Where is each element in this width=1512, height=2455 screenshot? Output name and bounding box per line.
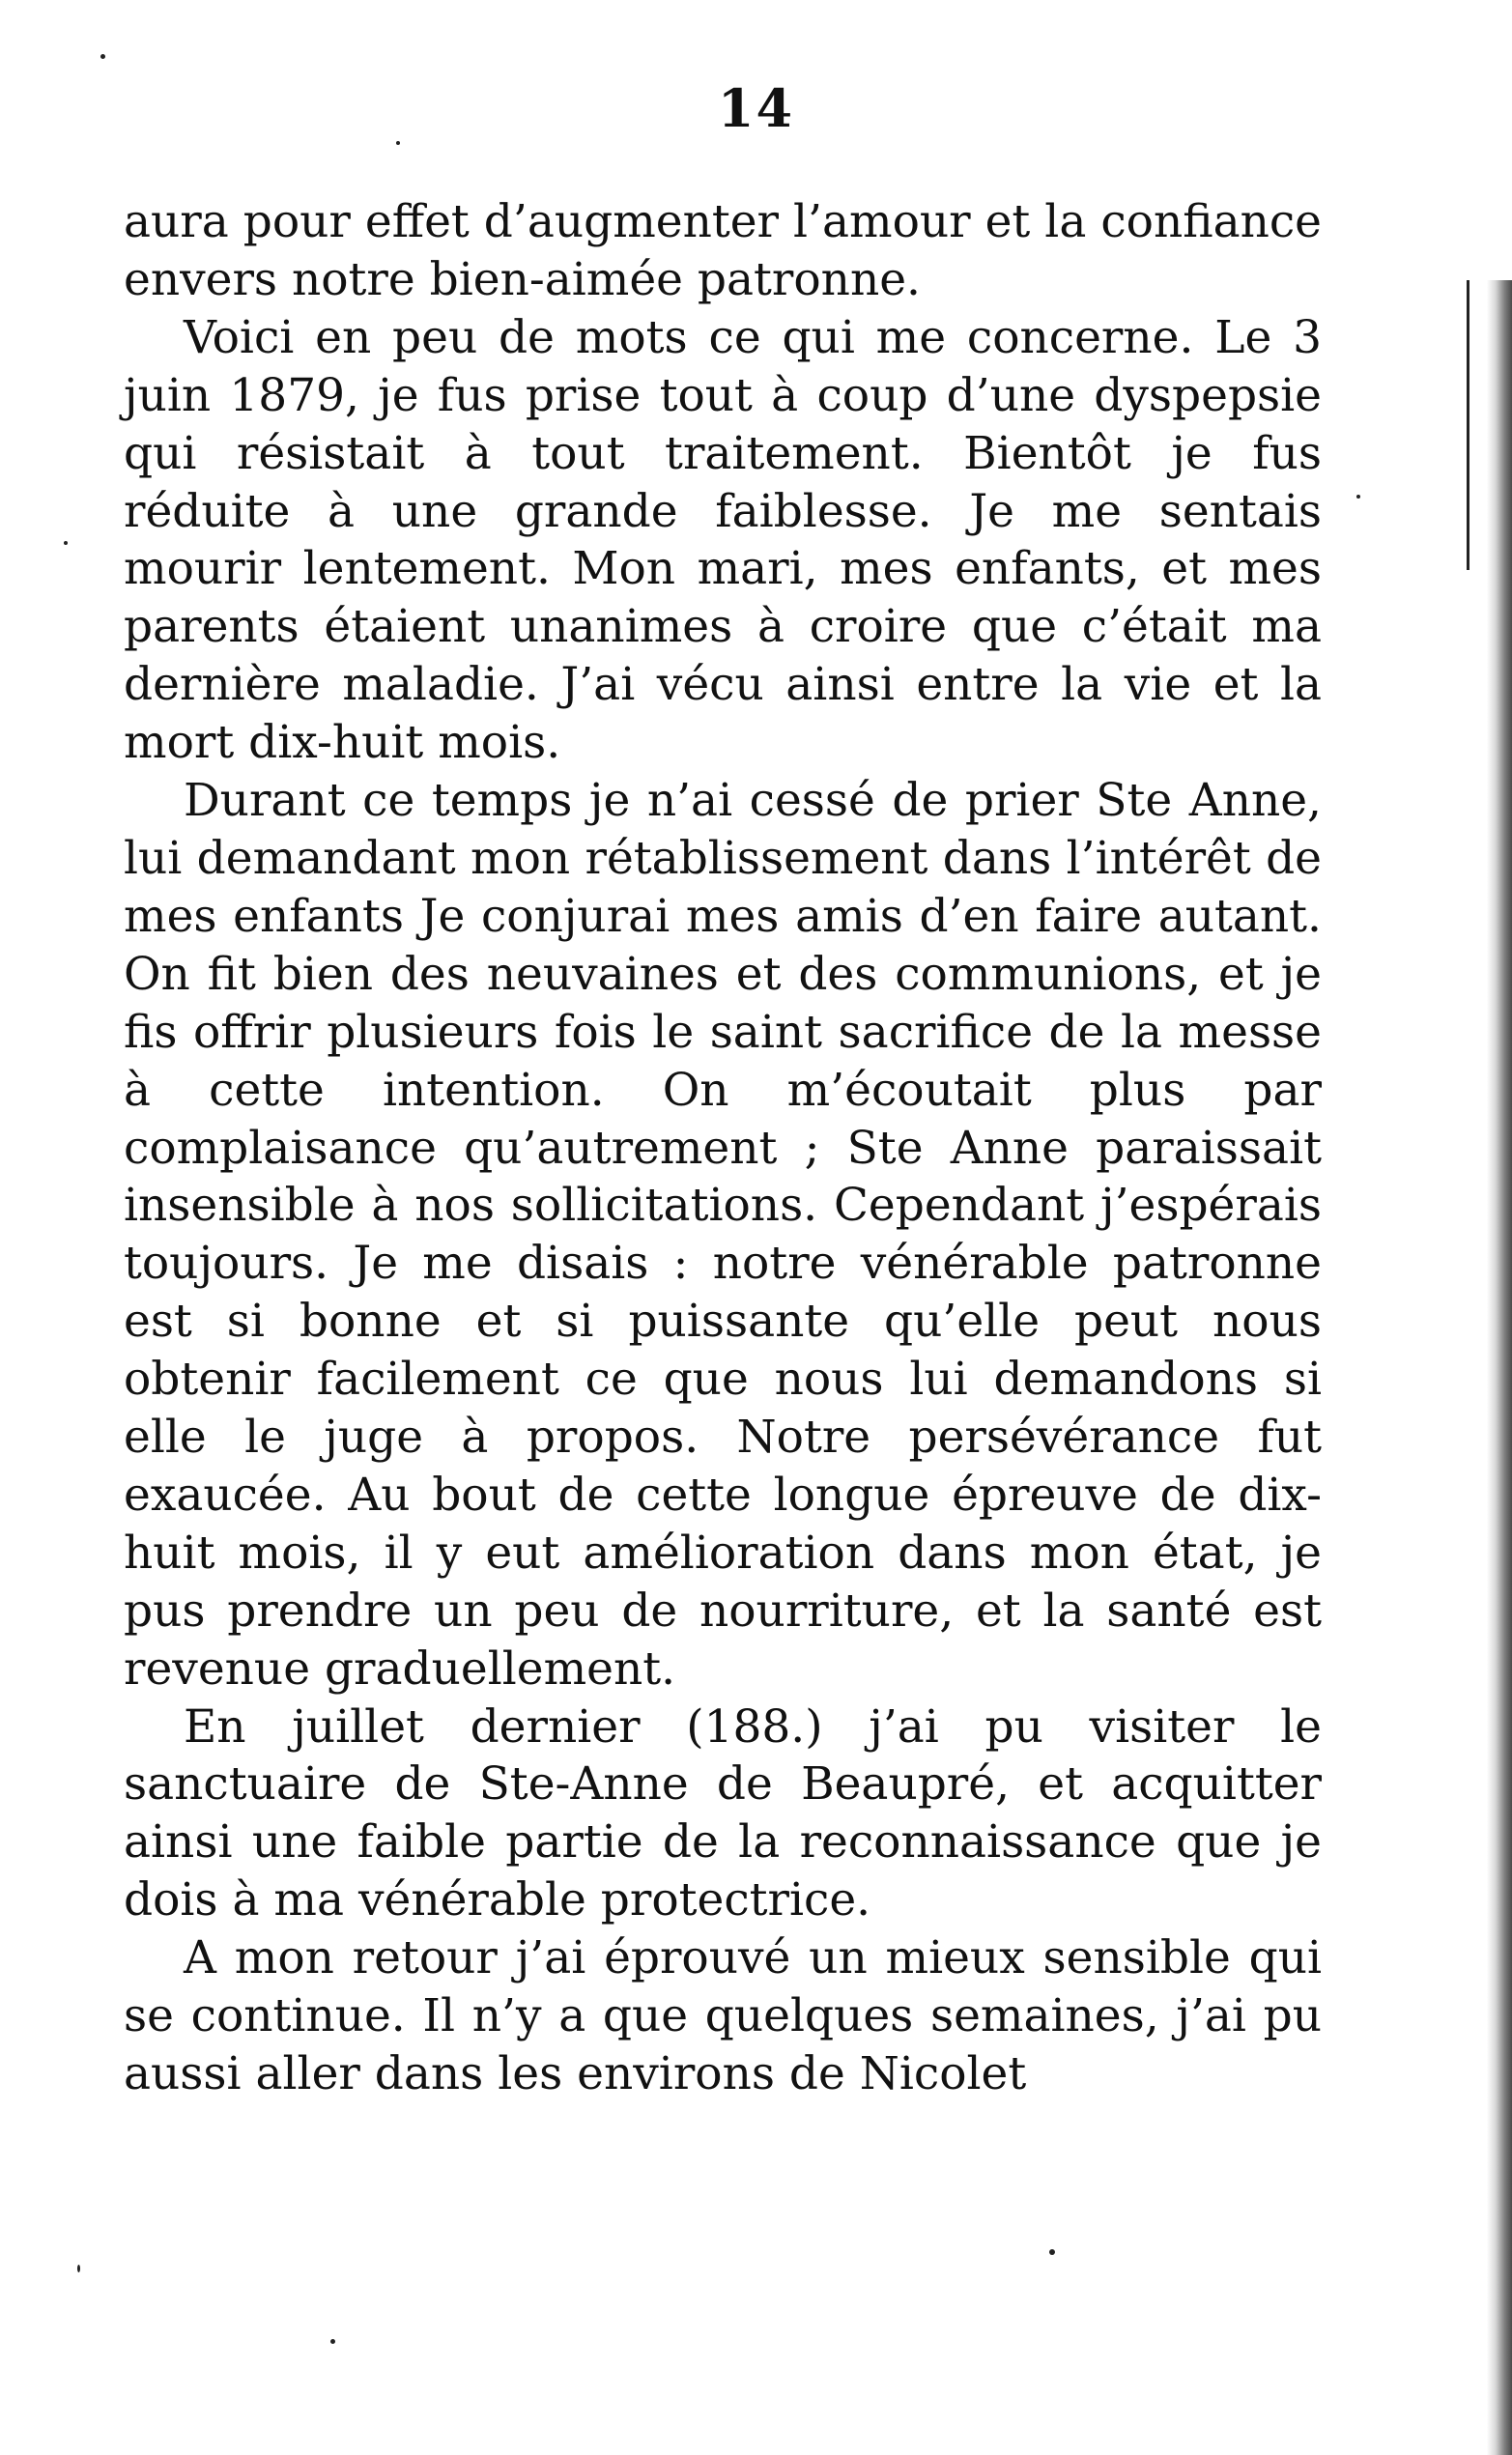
scan-speck — [330, 2339, 335, 2344]
paragraph-continuation: aura pour effet d’augmenter l’amour et la confiance envers notre bien-aimée patronne. — [124, 195, 1322, 306]
scan-speck — [77, 2265, 80, 2272]
scan-speck — [100, 54, 105, 59]
paragraph-pilgrimage: En juillet dernier (188.) j’ai pu visiter le sanctuaire de Ste-Anne de Beaupré, et acquitter ainsi une faible partie de la reconnaissance que je dois à ma vénérable protectrice. — [124, 1699, 1322, 1927]
paragraph-prayers: Durant ce temps je n’ai cessé de prier Ste Anne, lui demandant mon rétablissement dans l’intérêt de mes enfants Je conjurai mes amis d’en faire autant. On fit bien des neuvaines et des communions, et je fis offrir plusieurs fois le saint sacrifice de la messe à cette intention. On m’écoutait plus par complaisance qu’autrement ; Ste Anne paraissait insensible à nos sollicitations. Cependant j’espérais toujours. Je me disais : notre vénérable patronne est si bonne et si puissante qu’elle peut nous obtenir facilement ce que nous lui demandons si elle le juge à propos. Notre persévérance fut exaucée. Au bout de cette longue épreuve de dix-huit mois, il y eut amélioration dans mon état, je pus prendre un peu de nourriture, et la santé est revenue graduellement. — [124, 774, 1322, 1696]
scan-speck — [64, 541, 68, 545]
scan-speck — [396, 141, 400, 145]
page-body-text — [124, 193, 1322, 2103]
page-edge-line — [1467, 280, 1469, 570]
scan-speck — [1356, 495, 1360, 499]
paragraph-return: A mon retour j’ai éprouvé un mieux sensible qui se continue. Il n’y a que quelques semaines, j’ai pu aussi aller dans les environs de Nicolet — [124, 1931, 1322, 2100]
page-edge-shadow — [1487, 280, 1512, 2455]
scan-speck — [1049, 2249, 1055, 2255]
page-number: 14 — [717, 77, 795, 139]
paragraph-illness: Voici en peu de mots ce qui me concerne. Le 3 juin 1879, je fus prise tout à coup d’une dyspepsie qui résistait à tout traitement. Bientôt je fus réduite à une grande faiblesse. Je me sentais mourir lentement. Mon mari, mes enfants, et mes parents étaient unanimes à croire que c’était ma dernière maladie. J’ai vécu ainsi entre la vie et la mort dix-huit mois. — [124, 310, 1322, 770]
